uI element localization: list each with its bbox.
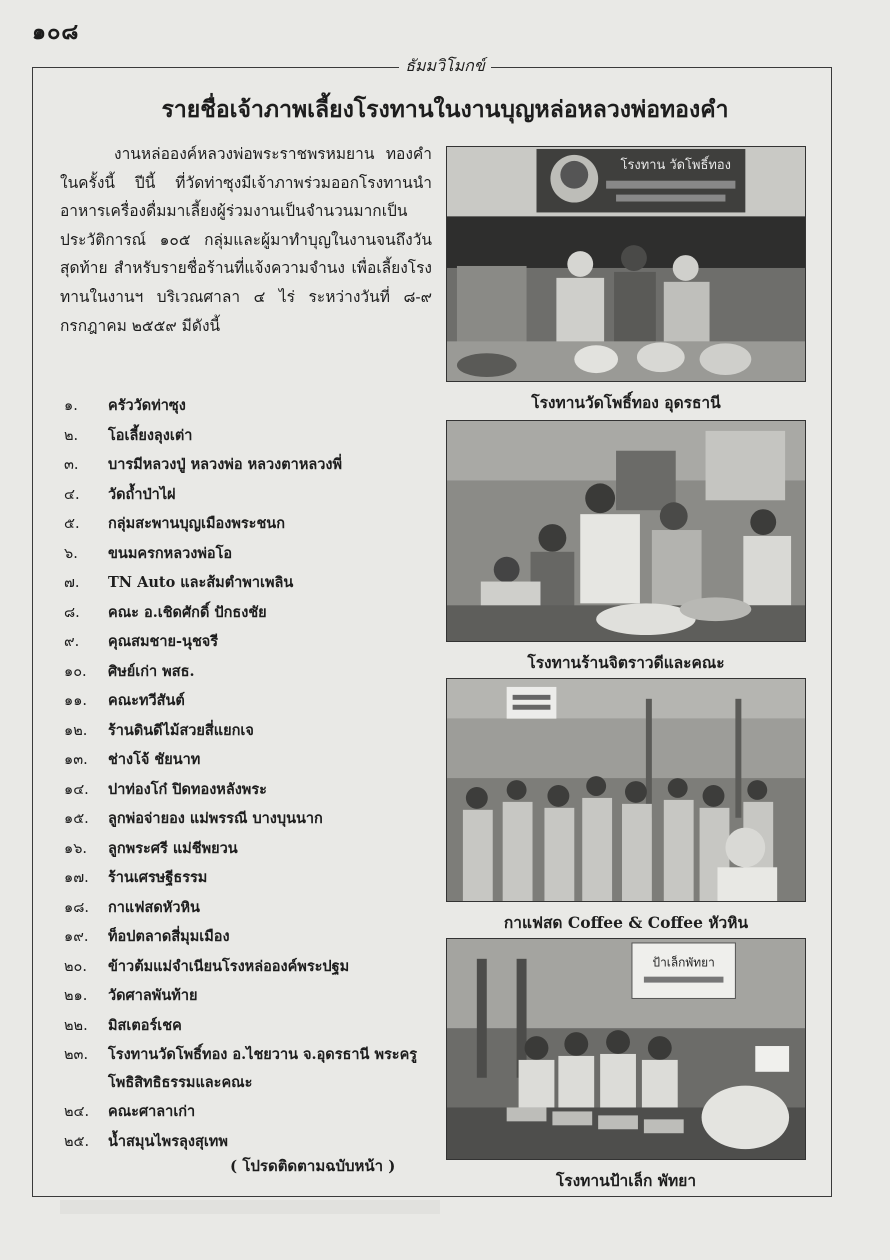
host-list-item [64,805,434,835]
host-list-item [64,392,434,422]
host-list-item [64,717,434,747]
host-list-number: ๑๓. [64,752,88,768]
host-list-text: น้ำสมุนไพรลุงสุเทพ [108,1132,228,1150]
photo-pa-lek-pattaya [446,938,806,1160]
host-list-item [64,894,434,924]
host-list-text: กลุ่มสะพานบุญเมืองพระชนก [108,515,286,532]
host-list-item [64,540,434,570]
host-list-item [64,451,434,481]
host-list-number: ๑๘. [64,899,89,916]
continued-note: ( โปรดติดตามฉบับหน้า ) [230,1157,396,1175]
host-list-item [64,1012,434,1042]
host-list-number: ๑๖. [64,840,88,857]
host-list-number: ๒๔. [64,1104,90,1120]
host-list-number: ๒๒. [64,1017,88,1034]
host-list-number: ๙. [64,634,80,650]
host-list-text: คณะทวีสันต์ [108,692,185,709]
host-list-text: วัดถ้ำป่าไผ่ [108,485,176,503]
host-list-number: ๒๓. [64,1047,89,1063]
host-list-item [64,569,434,599]
host-list-item [64,422,434,452]
photo-3-caption: กาแฟสด Coffee & Coffee หัวหิน [503,913,749,932]
photo-3-illustration [447,679,805,901]
photo-2-caption: โรงทานร้านจิตราวดีและคณะ [527,653,725,672]
host-list-number: ๒๕. [64,1133,90,1150]
host-list-item [64,658,434,688]
host-list-item [64,599,434,629]
host-list-text: ศิษย์เก่า พสธ. [108,662,195,680]
host-list-text: วัดศาลพันท้าย [108,987,198,1004]
host-list-item [64,864,434,894]
host-list-text: โอเลี้ยงลุงเต่า [108,426,193,444]
host-list-item [64,1041,434,1098]
photo-1-illustration [447,147,805,381]
host-list-item [64,687,434,717]
host-list-text: ขนมครกหลวงพ่อโอ [108,544,233,562]
host-list-item [64,1128,434,1158]
host-list-item [64,628,434,658]
host-list-number: ๑๔. [64,781,89,798]
article-title: รายชื่อเจ้าภาพเลี้ยงโรงทานในงานบุญหล่อหลวงพ่อทองคำ [161,96,729,123]
host-list-number: ๕. [64,516,80,532]
host-list-text: คณะ อ.เชิดศักดิ์ ปักธงชัย [108,603,267,621]
photo-jittrawadee [446,420,806,642]
photo-coffee-huahin [446,678,806,902]
host-list-item [64,510,434,540]
host-list [64,392,434,1157]
photo-wat-pho-thong [446,146,806,382]
host-list-text: ครัววัดท่าซุง [108,397,186,414]
host-list-text: คุณสมชาย-นุชจรี [108,633,219,650]
host-list-text: ร้านดินดีไม้สวยสี่แยกเจ [108,721,254,739]
header-label-text: ธัมมวิโมกข์ [399,56,491,75]
photo-1-caption: โรงทานวัดโพธิ์ทอง อุดรธานี [531,393,721,412]
host-list-text: มิสเตอร์เชค [108,1016,182,1034]
host-list-number: ๑๙. [64,929,89,945]
host-list-item [64,746,434,776]
intro-paragraph: งานหล่อองค์หลวงพ่อพระราชพรหมยาน ทองคำในครั้งนี้ ปีนี้ ที่วัดท่าซุงมีเจ้าภาพร่วมออกโรงทานนำอาหารเครื่องดื่มมาเลี้ยงผู้ร่วมงานเป็นจำนวนมากเป็นประวัติการณ์ ๑๐๕ กลุ่มและผู้มาทำบุญในงานจนถึงวันสุดท้าย สำหรับรายชื่อร้านที่แจ้งความจำนง เพื่อเลี้ยงโรงทานในงานฯ บริเวณศาลา ๔ ไร่ ระหว่างวันที่ ๘-๙ กรกฎาคม ๒๕๕๙ มีดังนี้ [60,145,432,335]
host-list-item [64,923,434,953]
host-list-number: ๖. [64,545,78,562]
host-list-number: ๑๒. [64,722,88,739]
host-list-number: ๑๐. [64,663,87,680]
photo-1-banner: โรงทาน วัดโพธิ์ทอง [620,157,731,173]
host-list-number: ๒. [64,427,79,444]
host-list-number: ๓. [64,457,79,473]
host-list-item [64,776,434,806]
host-list-text: TN Auto และส้มตำพาเพลิน [108,574,294,591]
host-list-text: ช่างโจ้ ชัยนาท [108,751,201,768]
running-header [0,54,890,79]
host-list-number: ๑๕. [64,811,89,827]
host-list-item [64,835,434,865]
photo-4-illustration [447,939,805,1159]
host-list-text: บารมีหลวงปู่ หลวงพ่อ หลวงตาหลวงพี่ [108,456,343,473]
host-list-text: กาแฟสดหัวหิน [108,898,200,916]
photo-2-illustration [447,421,805,641]
host-list-item [64,982,434,1012]
host-list-text: ท็อปตลาดสี่มุมเมือง [108,928,230,945]
host-list-number: ๒๑. [64,988,88,1004]
page-number: ๑๐๘ [32,19,80,45]
host-list-number: ๑. [64,398,78,414]
faint-bleedthrough-line [60,1200,440,1214]
host-list-number: ๑๗. [64,870,89,886]
host-list-item [64,1098,434,1128]
host-list-text: ปาท่องโก๋ ปิดทองหลังพระ [108,780,267,798]
host-list-number: ๑๑. [64,693,88,709]
photo-4-banner: ป้าเล็กพัทยา [652,955,715,970]
host-list-number: ๗. [64,575,80,591]
host-list-text: ข้าวต้มแม่จำเนียนโรงหล่อองค์พระปฐม [108,957,350,975]
host-list-text: ลูกพ่อจ่ายอง แม่พรรณี บางบุนนาก [108,810,323,827]
host-list-text: โรงทานวัดโพธิ์ทอง อ.ไชยวาน จ.อุดรธานี พระครูโพธิสิทธิธรรมและคณะ [108,1046,418,1091]
host-list-number: ๒๐. [64,958,88,975]
host-list-number: ๘. [64,604,80,621]
host-list-text: คณะศาลาเก่า [108,1103,196,1120]
host-list-text: ร้านเศรษฐีธรรม [108,869,208,886]
host-list-text: ลูกพระศรี แม่ชีพยวน [108,839,238,857]
host-list-number: ๔. [64,486,80,503]
host-list-item [64,481,434,511]
host-list-item [64,953,434,983]
photo-4-caption: โรงทานป้าเล็ก พัทยา [555,1171,697,1190]
